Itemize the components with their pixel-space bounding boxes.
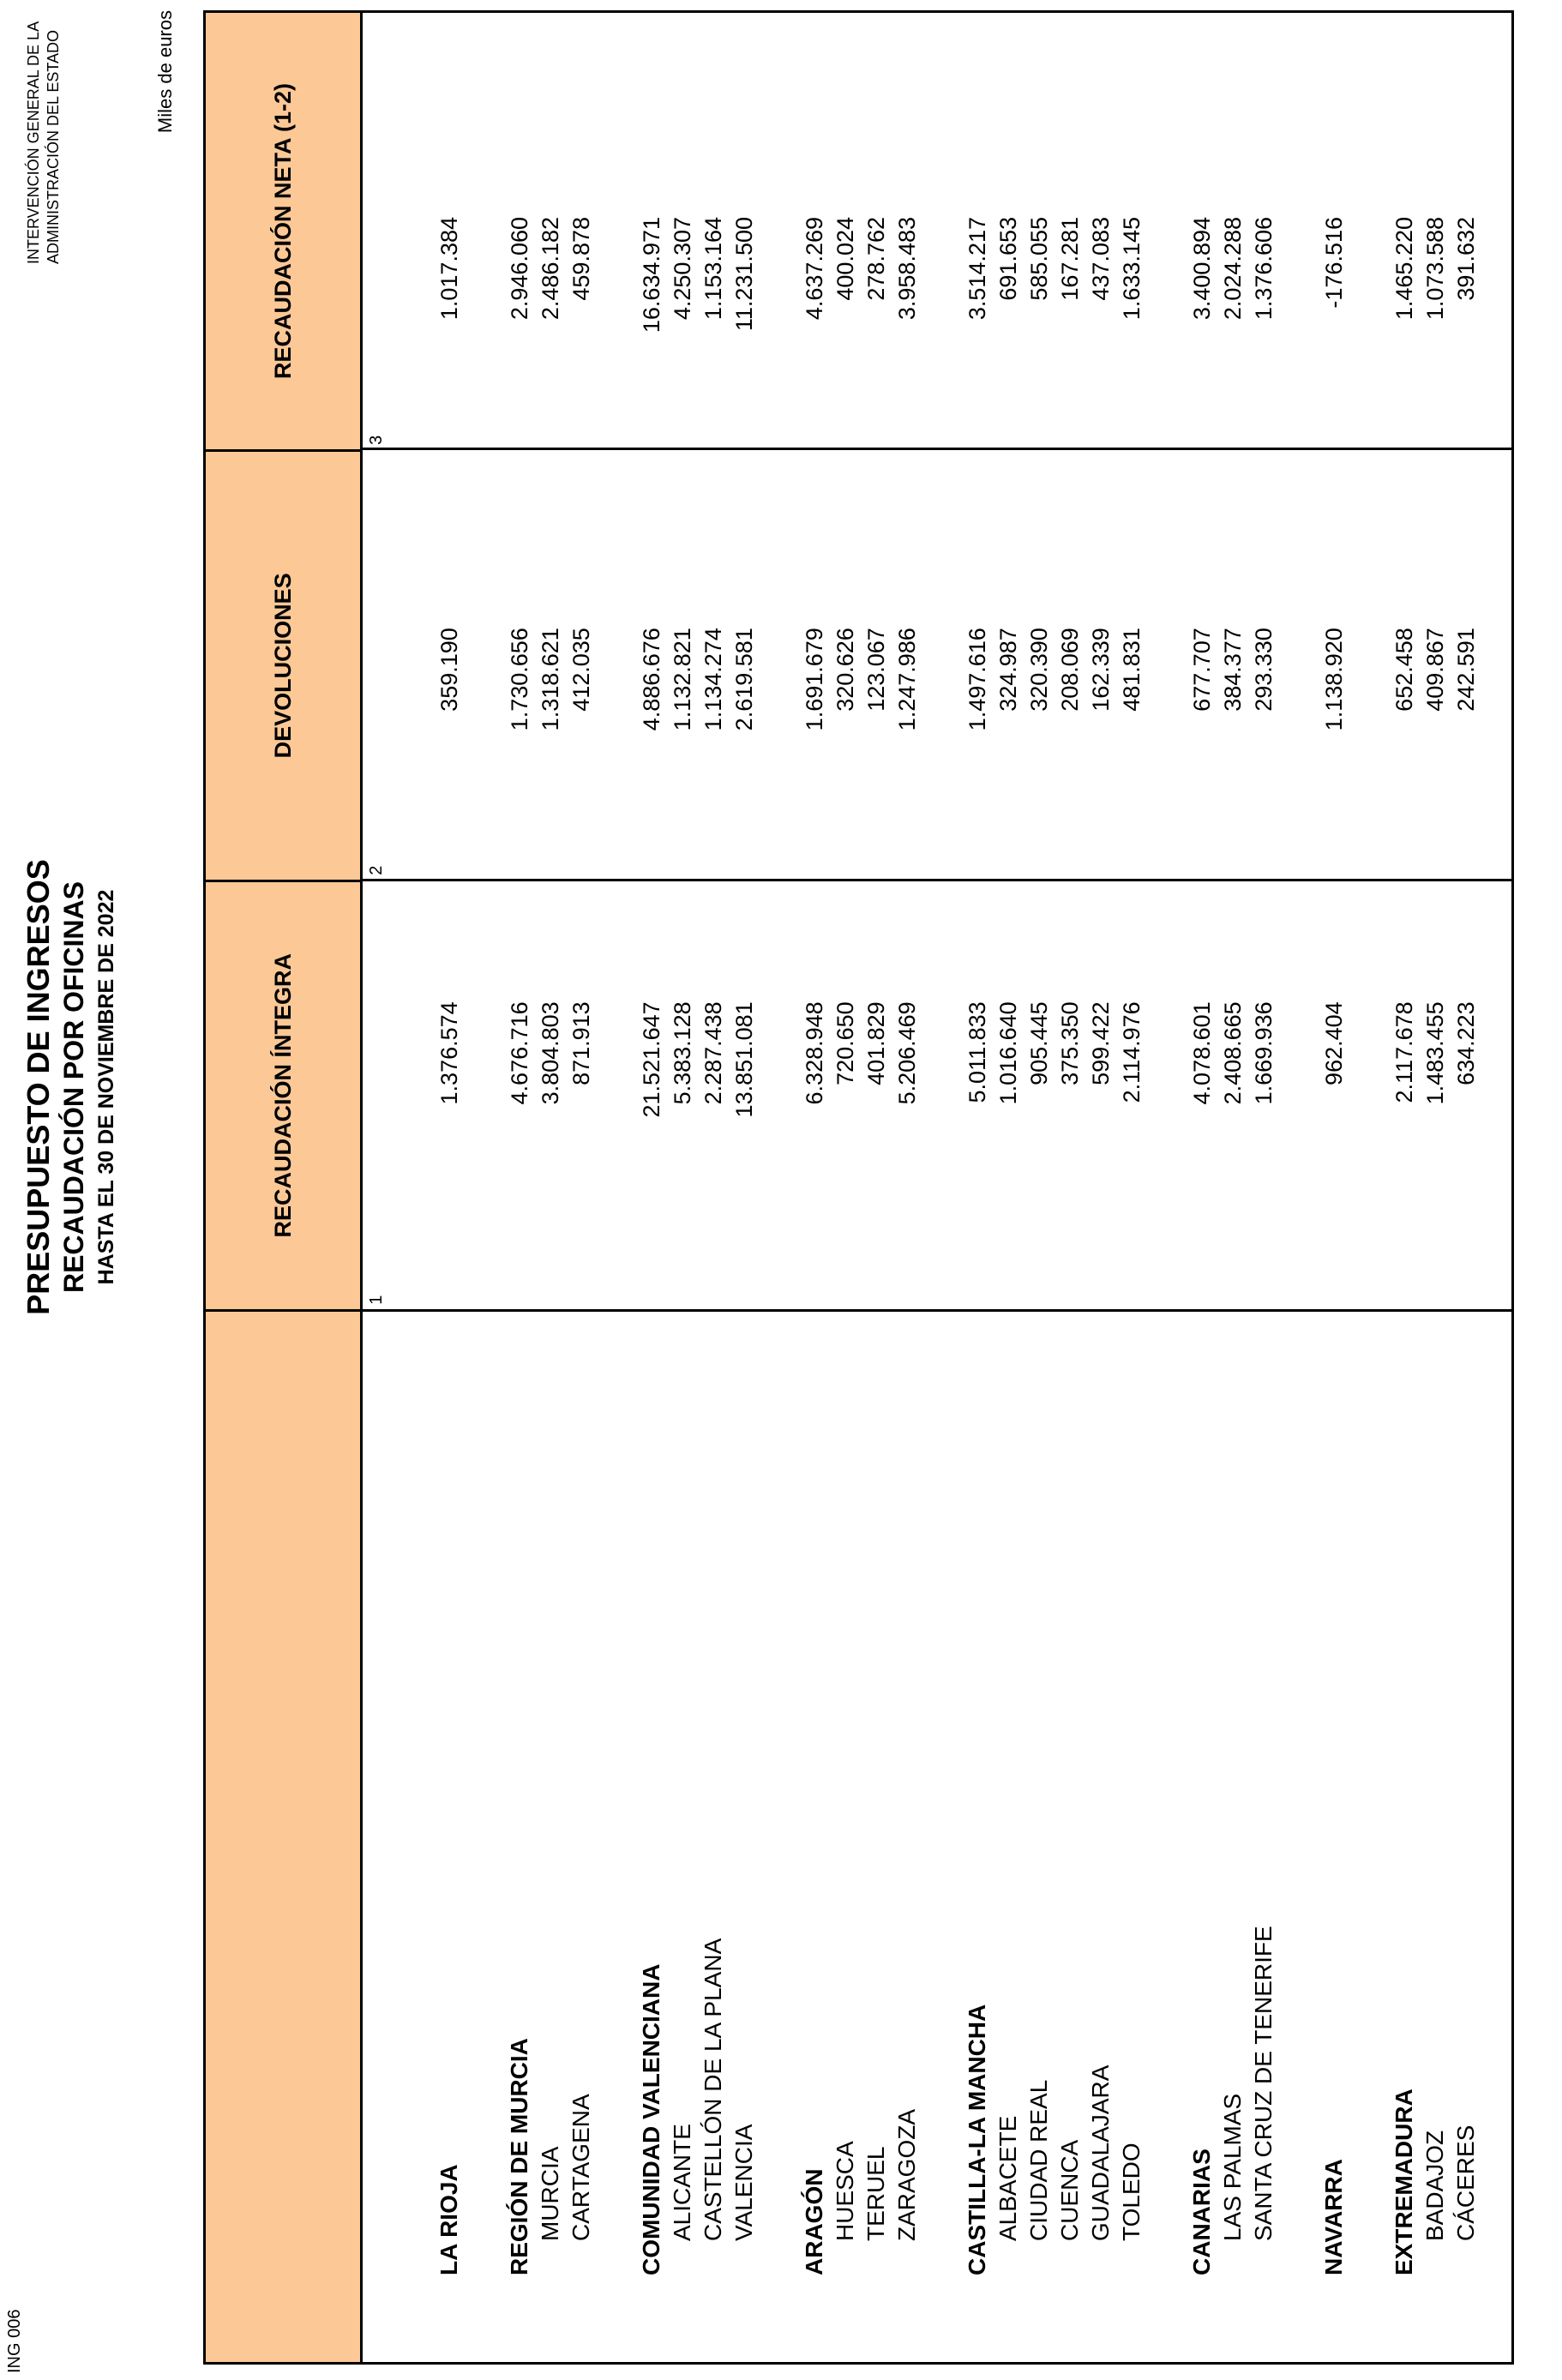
value-devoluciones: 409.867: [1422, 628, 1448, 712]
value-recaudacion-integra: 720.650: [832, 1001, 858, 1085]
value-recaudacion-integra: 3.804.803: [538, 1001, 563, 1105]
value-recaudacion-neta: 2.024.288: [1220, 217, 1246, 321]
value-recaudacion-integra: 905.445: [1026, 1001, 1052, 1085]
row-label: CANARIAS: [1188, 2149, 1215, 2275]
value-recaudacion-neta: 400.024: [832, 217, 858, 301]
table-row: [1451, 13, 1481, 2362]
value-recaudacion-integra: 5.206.469: [894, 1001, 920, 1105]
row-label: SANTA CRUZ DE TENERIFE: [1250, 1926, 1277, 2241]
column-separator: [363, 1309, 1511, 1312]
table-row: [1217, 13, 1248, 2362]
value-recaudacion-integra: 2.117.678: [1391, 1001, 1417, 1103]
units-note: Miles de euros: [154, 10, 176, 134]
value-recaudacion-neta: 391.632: [1453, 217, 1479, 301]
table-row: [1319, 13, 1349, 2362]
table-row: [1187, 13, 1217, 2362]
row-label: CARTAGENA: [568, 2094, 594, 2241]
value-devoluciones: 293.330: [1251, 628, 1277, 712]
row-label: BADAJOZ: [1421, 2130, 1448, 2241]
value-devoluciones: 242.591: [1453, 628, 1479, 712]
table-row: [1024, 13, 1054, 2362]
row-label: VALENCIA: [730, 2124, 757, 2241]
value-recaudacion-integra: 962.404: [1321, 1001, 1347, 1085]
value-devoluciones: 320.626: [832, 628, 858, 712]
table-row: [1420, 13, 1451, 2362]
table-row: [993, 13, 1024, 2362]
value-recaudacion-integra: 13.851.081: [731, 1001, 757, 1118]
value-recaudacion-integra: 1.376.574: [436, 1001, 462, 1105]
value-devoluciones: 208.069: [1057, 628, 1083, 712]
value-recaudacion-neta: 1.376.606: [1251, 217, 1277, 321]
value-recaudacion-neta: 3.958.483: [894, 217, 920, 321]
row-label: TOLEDO: [1118, 2143, 1144, 2241]
value-recaudacion-integra: 1.016.640: [995, 1001, 1021, 1105]
table-row: [1248, 13, 1279, 2362]
form-code: ING 006: [5, 2309, 24, 2373]
column-marker: [363, 1312, 434, 2362]
table-row: [1389, 13, 1420, 2362]
row-label: LA RIOJA: [436, 2164, 462, 2275]
value-devoluciones: 1.691.679: [802, 628, 827, 731]
value-recaudacion-integra: 2.114.976: [1119, 1001, 1144, 1103]
header-cell-recaudacion-neta: RECAUDACIÓN NETA (1-2): [206, 13, 360, 452]
column-marker-1: 1: [367, 1295, 386, 1305]
table-row: [729, 13, 760, 2362]
table-row: [1054, 13, 1085, 2362]
value-recaudacion-neta: 2.486.182: [538, 217, 563, 321]
value-devoluciones: 4.886.676: [639, 628, 664, 731]
value-recaudacion-neta: 11.231.500: [731, 217, 757, 332]
value-devoluciones: 1.318.621: [538, 628, 563, 731]
value-devoluciones: 1.497.616: [964, 628, 990, 731]
value-recaudacion-neta: 1.073.588: [1422, 217, 1448, 321]
row-label: ZARAGOZA: [893, 2108, 920, 2241]
column-separator: [363, 448, 1511, 450]
row-label: REGIÓN DE MURCIA: [506, 2038, 532, 2275]
value-recaudacion-neta: 585.055: [1026, 217, 1052, 301]
table-header-row: [206, 13, 363, 2362]
value-recaudacion-neta: 4.637.269: [802, 217, 827, 321]
value-recaudacion-integra: 5.383.128: [670, 1001, 695, 1105]
row-label: EXTREMADURA: [1391, 2089, 1417, 2275]
value-recaudacion-integra: 4.078.601: [1189, 1001, 1215, 1105]
value-devoluciones: 1.138.920: [1321, 628, 1347, 731]
value-recaudacion-neta: 16.634.971: [639, 217, 664, 334]
organization-line: INTERVENCIÓN GENERAL DE LA: [25, 21, 42, 264]
table-row: [504, 13, 535, 2362]
budget-table: [203, 10, 1514, 2365]
title-sub: RECAUDACIÓN POR OFICINAS: [58, 881, 89, 1294]
table-row: [892, 13, 922, 2362]
title-main: PRESUPUESTO DE INGRESOS: [21, 859, 56, 1315]
row-label: ARAGÓN: [801, 2168, 827, 2275]
table-row: [535, 13, 566, 2362]
table-row: [636, 13, 667, 2362]
value-recaudacion-neta: 459.878: [568, 217, 594, 301]
table-row: [667, 13, 698, 2362]
table-row: [566, 13, 597, 2362]
column-marker-2: 2: [367, 865, 386, 875]
value-recaudacion-integra: 5.011.833: [964, 1001, 990, 1103]
value-recaudacion-neta: 2.946.060: [507, 217, 532, 321]
value-recaudacion-integra: 634.223: [1453, 1001, 1479, 1085]
column-separator: [363, 879, 1511, 881]
title-date: HASTA EL 30 DE NOVIEMBRE DE 2022: [94, 889, 118, 1285]
value-devoluciones: 324.987: [995, 628, 1021, 712]
table-row: [830, 13, 861, 2362]
value-recaudacion-neta: 1.465.220: [1391, 217, 1417, 321]
value-recaudacion-neta: 4.250.307: [670, 217, 695, 321]
table-body: [363, 13, 1511, 2362]
value-devoluciones: 320.390: [1026, 628, 1052, 712]
table-row: [434, 13, 465, 2362]
value-recaudacion-integra: 2.408.665: [1220, 1001, 1246, 1105]
row-label: ALBACETE: [994, 2115, 1021, 2241]
row-label: LAS PALMAS: [1219, 2093, 1246, 2241]
table-row: [962, 13, 993, 2362]
value-recaudacion-integra: 21.521.647: [639, 1001, 664, 1118]
value-recaudacion-integra: 2.287.438: [700, 1001, 726, 1105]
table-row: [1085, 13, 1116, 2362]
value-recaudacion-neta: 691.653: [995, 217, 1021, 301]
value-devoluciones: 123.067: [863, 628, 889, 712]
row-label: HUESCA: [832, 2141, 858, 2241]
row-label: COMUNIDAD VALENCIANA: [638, 1963, 664, 2275]
header-cell-offices: [206, 1312, 360, 2362]
value-recaudacion-neta: 278.762: [863, 217, 889, 301]
column-number-markers: [363, 13, 434, 2362]
table-row: [1116, 13, 1147, 2362]
header-cell-devoluciones: DEVOLUCIONES: [206, 452, 360, 882]
page-title: [21, 658, 122, 1516]
value-devoluciones: 481.831: [1119, 628, 1144, 712]
value-devoluciones: 1.134.274: [700, 628, 726, 731]
value-recaudacion-integra: 401.829: [863, 1001, 889, 1085]
value-devoluciones: 677.707: [1189, 628, 1215, 712]
row-label: NAVARRA: [1320, 2159, 1347, 2275]
row-label: ALICANTE: [669, 2124, 695, 2241]
value-recaudacion-neta: 1.153.164: [700, 217, 726, 321]
row-label: CASTILLA-LA MANCHA: [964, 2004, 990, 2275]
value-recaudacion-neta: 1.633.145: [1119, 217, 1144, 321]
value-devoluciones: 1.132.821: [670, 628, 695, 731]
header-cell-recaudacion-integra: RECAUDACIÓN ÍNTEGRA: [206, 882, 360, 1312]
row-label: MURCIA: [537, 2146, 563, 2241]
value-recaudacion-integra: 375.350: [1057, 1001, 1083, 1085]
value-devoluciones: 359.190: [436, 628, 462, 712]
row-label: CIUDAD REAL: [1025, 2079, 1052, 2241]
value-devoluciones: 1.247.986: [894, 628, 920, 731]
row-label: CÁCERES: [1452, 2125, 1479, 2241]
value-devoluciones: 384.377: [1220, 628, 1246, 712]
value-devoluciones: 652.458: [1391, 628, 1417, 712]
value-recaudacion-integra: 1.669.936: [1251, 1001, 1277, 1105]
row-label: TERUEL: [862, 2146, 889, 2241]
organization-line: ADMINISTRACIÓN DEL ESTADO: [45, 29, 62, 264]
table-row: [861, 13, 892, 2362]
row-label: GUADALAJARA: [1087, 2064, 1114, 2241]
value-recaudacion-integra: 6.328.948: [802, 1001, 827, 1105]
value-devoluciones: 412.035: [568, 628, 594, 712]
value-recaudacion-integra: 4.676.716: [507, 1001, 532, 1105]
value-devoluciones: 2.619.581: [731, 628, 757, 731]
column-marker-3: 3: [367, 435, 386, 445]
value-devoluciones: 1.730.656: [507, 628, 532, 731]
value-devoluciones: 162.339: [1088, 628, 1114, 712]
value-recaudacion-neta: 3.514.217: [964, 217, 990, 321]
value-recaudacion-neta: 437.083: [1088, 217, 1114, 301]
value-recaudacion-neta: -176.516: [1321, 217, 1347, 309]
row-label: CUENCA: [1056, 2139, 1083, 2241]
row-label: CASTELLÓN DE LA PLANA: [700, 1938, 726, 2241]
organization-block: [24, 21, 63, 264]
table-row: [799, 13, 830, 2362]
value-recaudacion-integra: 1.483.455: [1422, 1001, 1448, 1105]
value-recaudacion-neta: 1.017.384: [436, 217, 462, 321]
value-recaudacion-neta: 167.281: [1057, 217, 1083, 301]
value-recaudacion-integra: 871.913: [568, 1001, 594, 1085]
value-recaudacion-neta: 3.400.894: [1189, 217, 1215, 321]
value-recaudacion-integra: 599.422: [1088, 1001, 1114, 1085]
table-row: [698, 13, 729, 2362]
